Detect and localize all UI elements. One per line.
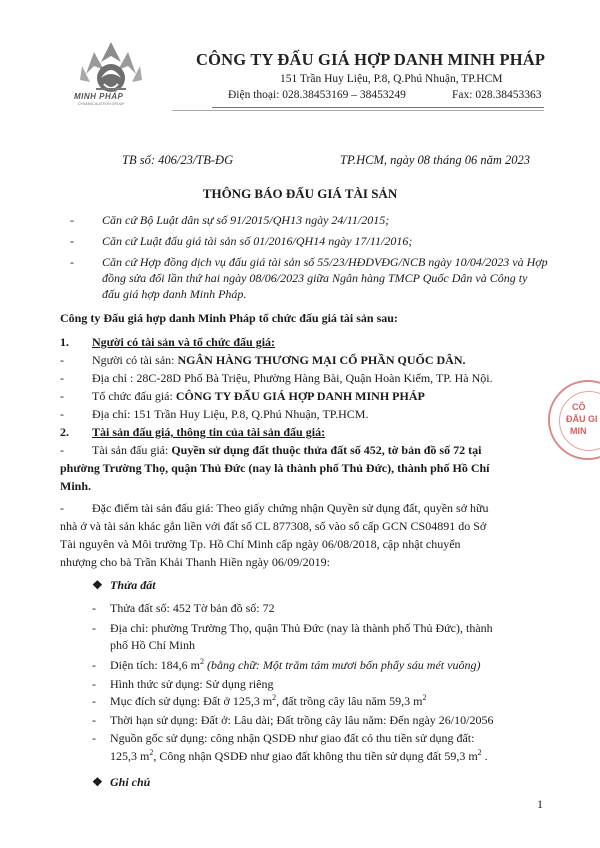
company-address: 151 Trần Huy Liệu, P.8, Q.Phú Nhuận, TP.HCM xyxy=(280,73,503,85)
auction-org-row xyxy=(92,388,425,404)
asset-features-line3: Tài nguyên và Môi trường Tp. Hồ Chí Minh cấp ngày 06/08/2018, cập nhật chuyển xyxy=(60,537,461,551)
land-origin-end: . xyxy=(481,749,488,763)
company-name: CÔNG TY ĐẤU GIÁ HỢP DANH MINH PHÁP xyxy=(196,50,546,69)
auction-org-label: Tổ chức đấu giá: xyxy=(92,389,176,403)
section-2-title: Tài sản đấu giá, thông tin của tài sản đấu giá: xyxy=(92,425,326,439)
stamp-clip xyxy=(548,380,600,462)
asset-features-line2: nhà ở và tài sản khác gắn liền với đất số CL 877308, số vào sổ cấp GCN CS04891 do Sở xyxy=(60,519,487,533)
bullet-dash: - xyxy=(92,658,96,672)
land-area xyxy=(110,657,480,673)
bullet-dash: - xyxy=(60,353,64,367)
bullet-dash: - xyxy=(60,371,64,385)
document-number: TB số: 406/23/TB-ĐG xyxy=(122,153,234,167)
logo-tagline: DYNAMIC AUCTION GROUP xyxy=(78,102,125,106)
superscript: 2 xyxy=(422,693,427,702)
auction-asset-line3: Minh. xyxy=(60,479,92,493)
land-usage-term: Thời hạn sử dụng: Đất ở: Lâu dài; Đất trồng cây lâu năm: Đến ngày 26/10/2056 xyxy=(110,713,494,727)
land-heading: Thửa đất xyxy=(110,578,156,592)
superscript: 2 xyxy=(200,657,204,666)
land-usage-purpose xyxy=(110,693,426,709)
bullet-dash: - xyxy=(92,677,96,691)
bullet-dash: - xyxy=(70,213,74,227)
asset-features-line4: nhượng cho bà Trần Khải Thanh Hiền ngày 06/09/2019: xyxy=(60,555,330,569)
superscript: 2 xyxy=(272,693,277,702)
asset-owner-label: Người có tài sản: xyxy=(92,353,178,367)
stamp-text-2: ĐẤU GI xyxy=(566,414,598,424)
section-1-number: 1. xyxy=(60,335,69,349)
bullet-dash: - xyxy=(92,601,96,615)
land-origin-area1: 125,3 m xyxy=(110,749,150,763)
header-rule-secondary xyxy=(172,110,544,111)
diamond-bullet-icon: ❖ xyxy=(92,775,103,789)
bullet-dash: - xyxy=(92,694,96,708)
bullet-dash: - xyxy=(92,731,96,745)
land-origin-line2 xyxy=(110,748,488,764)
bullet-dash: - xyxy=(60,501,64,515)
header-rule xyxy=(212,107,544,108)
bullet-dash: - xyxy=(60,443,64,457)
land-origin-line1: Nguồn gốc sử dụng: công nhận QSDĐ như giao đất có thu tiền sử dụng đất: xyxy=(110,731,475,745)
intro-statement: Công ty Đấu giá hợp danh Minh Pháp tổ chức đấu giá tài sản sau: xyxy=(60,311,398,325)
land-address-line1: Địa chỉ: phường Trường Thọ, quận Thủ Đức (nay là thành phố Thủ Đức), thành xyxy=(110,621,493,635)
bullet-dash: - xyxy=(70,255,74,269)
document-date: TP.HCM, ngày 08 tháng 06 năm 2023 xyxy=(340,153,531,167)
legal-basis-1: Căn cứ Bộ Luật dân sự số 91/2015/QH13 ngày 24/11/2015; xyxy=(102,213,390,227)
bullet-dash: - xyxy=(60,407,64,421)
bullet-dash: - xyxy=(60,389,64,403)
auction-asset-value: Quyền sử dụng đất thuộc thửa đất số 452, tờ bản đồ số 72 tại xyxy=(171,443,482,457)
legal-basis-2: Căn cứ Luật đấu giá tài sản số 01/2016/QH14 ngày 17/11/2016; xyxy=(102,234,413,248)
company-phone: Điện thoại: 028.38453169 – 38453249 xyxy=(228,89,406,101)
logo-wordmark: MINH PHÁP xyxy=(74,92,124,101)
legal-basis-3-line3: đấu giá hợp danh Minh Pháp. xyxy=(102,287,247,301)
bullet-dash: - xyxy=(70,234,74,248)
bullet-dash: - xyxy=(92,621,96,635)
company-fax: Fax: 028.38453363 xyxy=(452,89,542,101)
notes-heading: Ghi chú xyxy=(110,775,151,789)
land-area-value: Diện tích: 184,6 m xyxy=(110,658,200,672)
auction-org-value: CÔNG TY ĐẤU GIÁ HỢP DANH MINH PHÁP xyxy=(175,389,425,403)
legal-basis-3-line1: Căn cứ Hợp đồng dịch vụ đấu giá tài sản số 55/23/HĐDVĐG/NCB ngày 10/04/2023 và Hợp xyxy=(102,255,548,269)
superscript: 2 xyxy=(477,748,482,757)
auction-asset-line2: phường Trường Thọ, quận Thủ Đức (nay là thành phố Thủ Đức), thành phố Hồ Chí xyxy=(60,461,490,475)
land-origin-area2: , Công nhận QSDĐ như giao đất không thu tiền sử dụng đất 59,3 m xyxy=(153,749,478,763)
asset-owner-value: NGÂN HÀNG THƯƠNG MẠI CỔ PHẦN QUỐC DÂN. xyxy=(177,353,466,367)
auction-asset-line1 xyxy=(92,442,481,458)
land-area-in-words: (bằng chữ: Một trăm tám mươi bốn phẩy sáu mét vuông) xyxy=(207,658,481,672)
auction-org-address: Địa chỉ: 151 Trần Huy Liệu, P.8, Q.Phú Nhuận, TP.HCM. xyxy=(92,407,369,421)
bullet-dash: - xyxy=(92,713,96,727)
company-stamp xyxy=(548,380,600,460)
page-number: 1 xyxy=(537,797,543,811)
diamond-bullet-icon: ❖ xyxy=(92,578,103,592)
land-parcel-number: Thửa đất số: 452 Tờ bản đồ số: 72 xyxy=(110,601,275,615)
asset-owner-row xyxy=(92,352,466,368)
stamp-text-3: MIN xyxy=(570,426,587,436)
asset-features-line1: Đặc điểm tài sản đấu giá: Theo giấy chứng nhận Quyền sử dụng đất, quyền sở hữu xyxy=(92,501,489,515)
land-purpose-part2: , đất trồng cây lâu năm 59,3 m xyxy=(276,694,423,708)
section-1-title: Người có tài sản và tổ chức đấu giá: xyxy=(92,335,276,349)
auction-asset-label: Tài sản đấu giá: xyxy=(92,443,172,457)
stamp-text-1: CÔ xyxy=(572,402,586,412)
superscript: 2 xyxy=(149,748,154,757)
document-title: THÔNG BÁO ĐẤU GIÁ TÀI SẢN xyxy=(202,186,398,201)
legal-basis-3-line2: đồng sửa đổi lần thứ hai ngày 08/06/2023 giữa Ngân hàng TMCP Quốc Dân và Công ty xyxy=(102,271,528,285)
section-2-number: 2. xyxy=(60,425,69,439)
land-address-line2: phố Hồ Chí Minh xyxy=(110,638,196,652)
asset-owner-address: Địa chỉ : 28C-28D Phố Bà Triệu, Phường Hàng Bài, Quận Hoàn Kiếm, TP. Hà Nội. xyxy=(92,371,493,385)
land-purpose-part1: Mục đích sử dụng: Đất ở 125,3 m xyxy=(110,694,273,708)
land-usage-form: Hình thức sử dụng: Sử dụng riêng xyxy=(110,677,274,691)
